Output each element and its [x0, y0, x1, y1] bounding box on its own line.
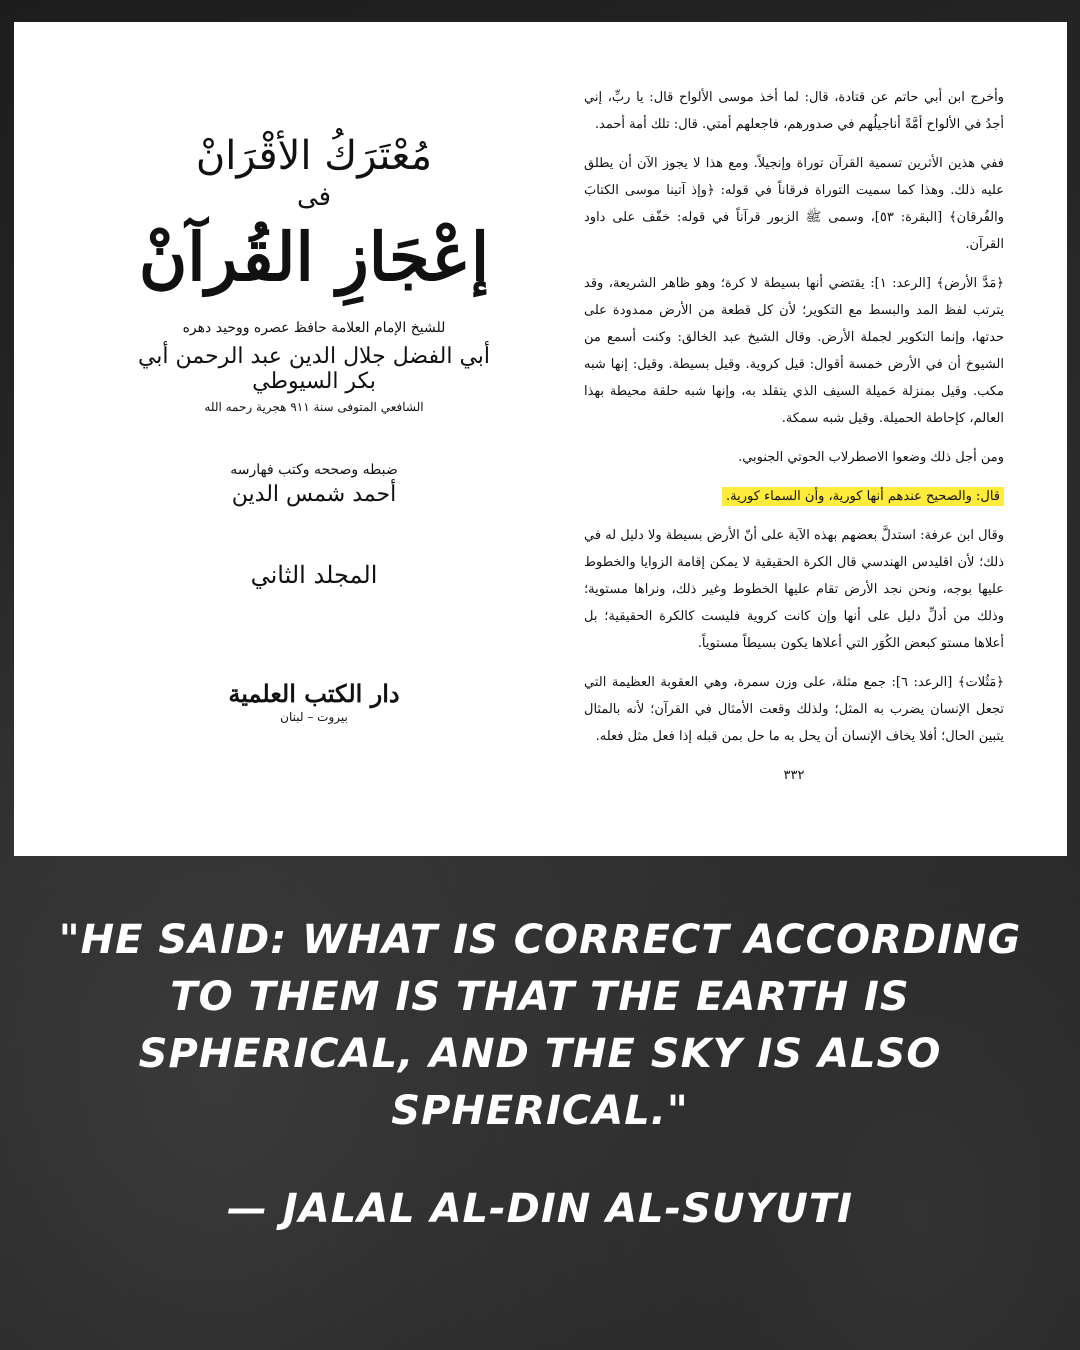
- text-paragraph: ﴿مَثُلات﴾ [الرعد: ٦]: جمع مثلة، على وزن سمرة، وهي العقوبة العظيمة التي تجعل الإنسان يضرب به المثل؛ ولذلك وقعت الأمثال في القرآن؛ لأنه بالمثال يتبين الحال؛ أفلا يخاف الإنسان أن يحل به ما حل بمن قبله إذا فعل مثل فعله.: [584, 675, 1004, 744]
- cover-editor-intro: ضبطه وصححه وكتب فهارسه: [230, 462, 398, 478]
- cover-editor-name: أحمد شمس الدين: [231, 482, 397, 507]
- cover-title-line2: فى: [296, 182, 332, 212]
- book-cover: [134, 82, 494, 856]
- cover-title-line3: إعْجَازِ القُرآنْ: [138, 218, 490, 296]
- quote-text: "HE SAID: WHAT IS CORRECT ACCORDING TO THEM IS THAT THE EARTH IS SPHERICAL, AND THE SKY IS ALSO SPHERICAL.": [58, 917, 1022, 1134]
- cover-author-name: أبي الفضل جلال الدين عبد الرحمن أبي بكر السيوطي: [137, 344, 491, 394]
- highlighted-quote: قال: والصحيح عندهم أنها كورية، وأن السماء كورية.: [722, 487, 1004, 506]
- cover-volume: المجلد الثاني: [250, 561, 378, 589]
- book-text-column: [584, 84, 1004, 789]
- cover-author-intro: للشيخ الإمام العلامة حافظ عصره ووحيد دهره: [182, 320, 446, 336]
- cover-publisher: دار الكتب العلمية: [228, 679, 400, 708]
- text-paragraph: ومن أجل ذلك وضعوا الاصطرلاب الحوتي الجنوبي.: [738, 450, 1004, 465]
- quote-attribution: — JALAL AL-DIN AL-SUYUTI: [226, 1186, 854, 1232]
- text-paragraph: ﴿مَدَّ الأرض﴾ [الرعد: ١]: يقتضي أنها بسيطة لا كرة؛ وهو ظاهر الشريعة، وقد يترتب لفظ المد والبسط مع التكوير؛ لأن كل قطعة من الأرض ممدودة على حدتها، وإنما التكوير لجملة الأرض. وقال الشيخ عبد الخالق: وكنت أسمع من الشيوخ أن في الأرض خمسة أقوال: قيل كروية. وقيل بسيطة. وقيل: إنها شبه مكب. وقيل بمنزلة حَميلة السيف الذي يتقلد به، وإنها شبه حلقة محيطة بهذا العالم، كإحاطة الحميلة. وقيل شبه سمكة.: [584, 276, 1004, 426]
- page-number: ٣٣٢: [783, 768, 805, 783]
- cover-title-line1: مُعْتَرَكُ الأقْرَانْ: [195, 133, 433, 179]
- text-paragraph: ففي هذين الأثرين تسمية القرآن توراة وإنجيلاً. ومع هذا لا يجوز الآن أن يطلق عليه ذلك. وهذا كما سميت التوراة فرقاناً في قوله: ﴿وإذ آتينا موسى الكتابَ والفُرقان﴾ [البقرة: ٥٣]، وسمى ﷺ الزبور قرآناً في قوله: خفّف على داود القرآن.: [584, 156, 1005, 252]
- highlighted-quote-paragraph: [584, 483, 1004, 510]
- text-paragraph: وأخرج ابن أبي حاتم عن قتادة، قال: لما أخذ موسى الألواح قال: يا ربِّ، إني أجدُ في الألواح أمَّةً أناجيلُهم في صدورهم، فاجعلهم أمتي. قال: تلك أمة أحمد.: [584, 90, 1004, 132]
- text-paragraph: وقال ابن عرفة: استدلَّ بعضهم بهذه الآية على أنّ الأرض بسيطة ولا دليل له في ذلك؛ لأن اقليدس الهندسي قال الكرة الحقيقية لا يمكن إقامة الزوايا والخطوط عليها بوجه، ونحن نجد الأرض تقام عليها الخطوط وغير ذلك، ونراها مستوية؛ وذلك من أدلِّ دليل على أنها وإن كانت كروية فليست كالكرة الحقيقية؛ بل أعلاها مستو كبعض الكُوَر التي أعلاها يكون بسيطاً مستوياً.: [584, 528, 1004, 651]
- cover-publisher-city: بيروت – لبنان: [280, 710, 348, 724]
- book-page-scan: [14, 22, 1067, 856]
- cover-author-death: الشافعي المتوفى سنة ٩١١ هجرية رحمه الله: [204, 400, 424, 414]
- quote-block: [40, 912, 1040, 1238]
